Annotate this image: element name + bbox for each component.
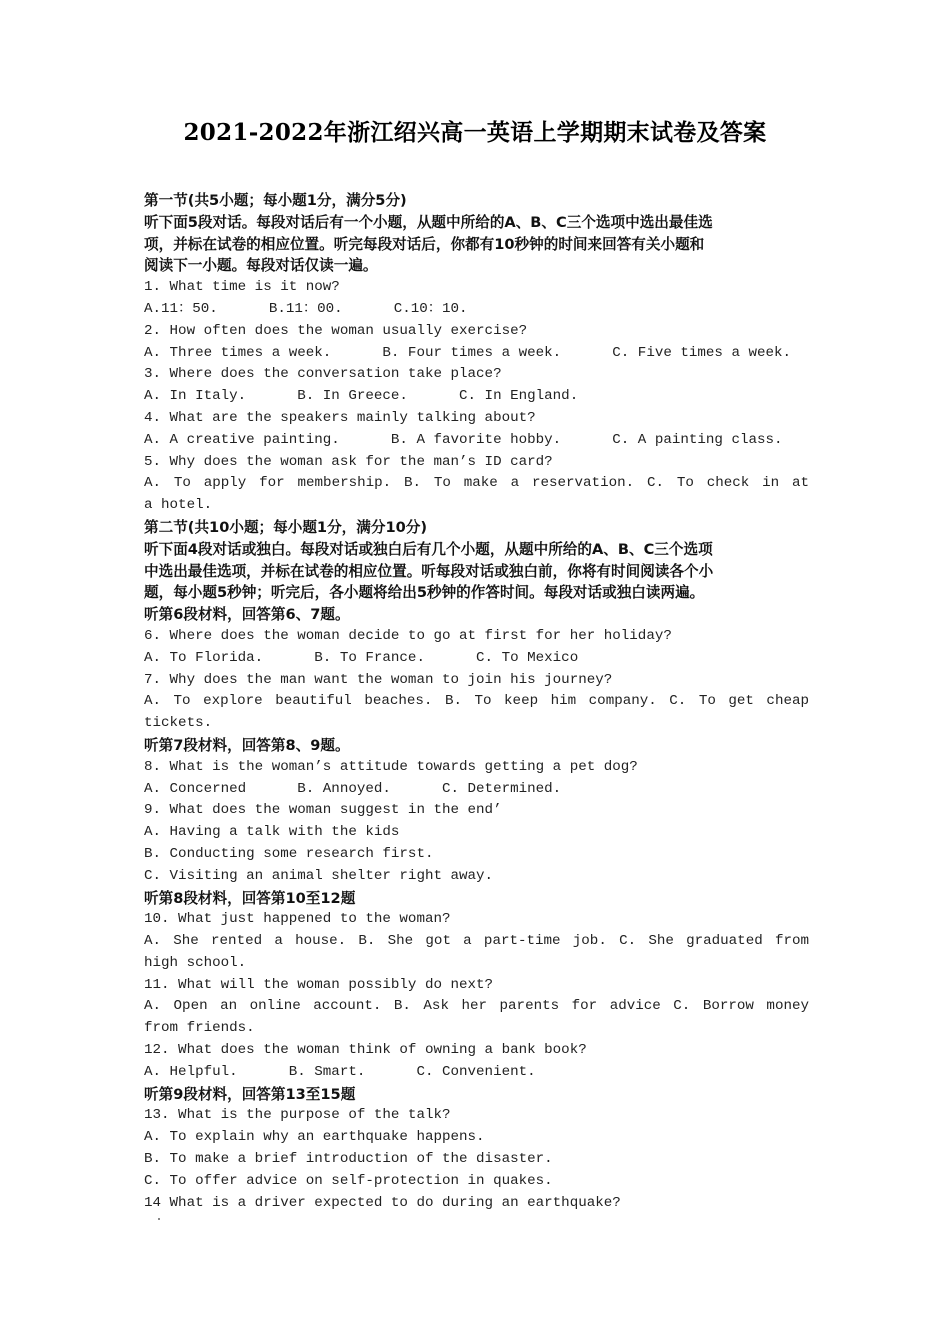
question-text-line: 7. Why does the man want the woman to join his journey? — [144, 671, 613, 688]
section-instruction-line: 项，并标在试卷的相应位置。听完每段对话后，你都有10秒钟的时间来回答有关小题和 — [144, 235, 705, 253]
question-text-line: 3. Where does the conversation take place? — [144, 366, 502, 383]
question-text-line: A. She rented a house. B. She got a part-time job. C. She graduated from — [144, 933, 809, 950]
question-text-line: A. To explain why an earthquake happens. — [144, 1129, 485, 1146]
section-instruction-line: 听下面4段对话或独白。每段对话或独白后有几个小题，从题中所给的A、B、C三个选项 — [144, 540, 713, 558]
section-instruction-line: 听第8段材料，回答第10至12题 — [144, 889, 356, 907]
question-text-line: high school. — [144, 954, 247, 971]
question-text-line: C. To offer advice on self-protection in quakes. — [144, 1172, 553, 1189]
question-text-line: 1. What time is it now? — [144, 279, 340, 296]
section-instruction-line: 中选出最佳选项，并标在试卷的相应位置。听每段对话或独白前，你将有时间阅读各个小 — [144, 562, 714, 580]
question-text-line: 11. What will the woman possibly do next? — [144, 976, 494, 993]
question-text-line: 14 What is a driver expected to do during an earthquake? — [144, 1194, 621, 1211]
question-text-line: 8. What is the woman’s attitude towards getting a pet dog? — [144, 758, 638, 775]
question-text-line: from friends. — [144, 1020, 255, 1037]
question-text-line: A. To explore beautiful beaches. B. To keep him company. C. To get cheap — [144, 693, 809, 710]
section-instruction-line: 听下面5段对话。每段对话后有一个小题，从题中所给的A、B、C三个选项中选出最佳选 — [144, 213, 713, 231]
question-text-line: tickets. — [144, 715, 213, 732]
question-text-line: A. To apply for membership. B. To make a reservation. C. To check in at — [144, 475, 809, 492]
question-text-line: B. To make a brief introduction of the disaster. — [144, 1151, 553, 1168]
question-text-line: 10. What just happened to the woman? — [144, 911, 451, 928]
question-text-line: A. Open an online account. B. Ask her parents for advice C. Borrow money — [144, 998, 809, 1015]
question-text-line: 5. Why does the woman ask for the man’s ID card? — [144, 453, 553, 470]
exam-content — [144, 190, 809, 1214]
scan-mark — [158, 1218, 160, 1220]
question-text-line: 2. How often does the woman usually exercise? — [144, 322, 528, 339]
question-text-line: C. Visiting an animal shelter right away. — [144, 867, 494, 884]
question-text-line: A. Three times a week. B. Four times a week. C. Five times a week. — [144, 344, 792, 361]
question-text-line: A. Helpful. B. Smart. C. Convenient. — [144, 1063, 536, 1080]
section-instruction-line: 听第9段材料，回答第13至15题 — [144, 1085, 356, 1103]
question-text-line: a hotel. — [144, 497, 213, 514]
question-text-line: A. In Italy. B. In Greece. C. In England. — [144, 388, 579, 405]
section-instruction-line: 听第6段材料，回答第6、7题。 — [144, 606, 350, 624]
question-text-line: B. Conducting some research first. — [144, 845, 434, 862]
question-text-line: 9. What does the woman suggest in the end’ — [144, 802, 502, 819]
question-text-line: 6. Where does the woman decide to go at first for her holiday? — [144, 627, 672, 644]
section-instruction-line: 第一节(共5小题；每小题1分，满分5分) — [144, 192, 407, 209]
question-text-line: A.11：50. B.11：00. C.10：10. — [144, 300, 468, 317]
page-title: 2021-2022年浙江绍兴高一英语上学期期末试卷及答案 — [183, 119, 767, 146]
question-text-line: 13. What is the purpose of the talk? — [144, 1107, 451, 1124]
question-text-line: A. To Florida. B. To France. C. To Mexico — [144, 649, 579, 666]
section-instruction-line: 第二节(共10小题；每小题1分，满分10分) — [144, 518, 428, 536]
question-text-line: A. Having a talk with the kids — [144, 824, 400, 841]
question-text-line: 4. What are the speakers mainly talking about? — [144, 409, 536, 426]
section-instruction-line: 题，每小题5秒钟；听完后，各小题将给出5秒钟的作答时间。每段对话或独白读两遍。 — [144, 584, 705, 602]
section-instruction-line: 听第7段材料，回答第8、9题。 — [144, 736, 350, 754]
section-instruction-line: 阅读下一小题。每段对话仅读一遍。 — [144, 257, 378, 275]
question-text-line: A. A creative painting. B. A favorite hobby. C. A painting class. — [144, 431, 783, 448]
question-text-line: 12. What does the woman think of owning a bank book? — [144, 1042, 587, 1059]
question-text-line: A. Concerned B. Annoyed. C. Determined. — [144, 780, 562, 797]
